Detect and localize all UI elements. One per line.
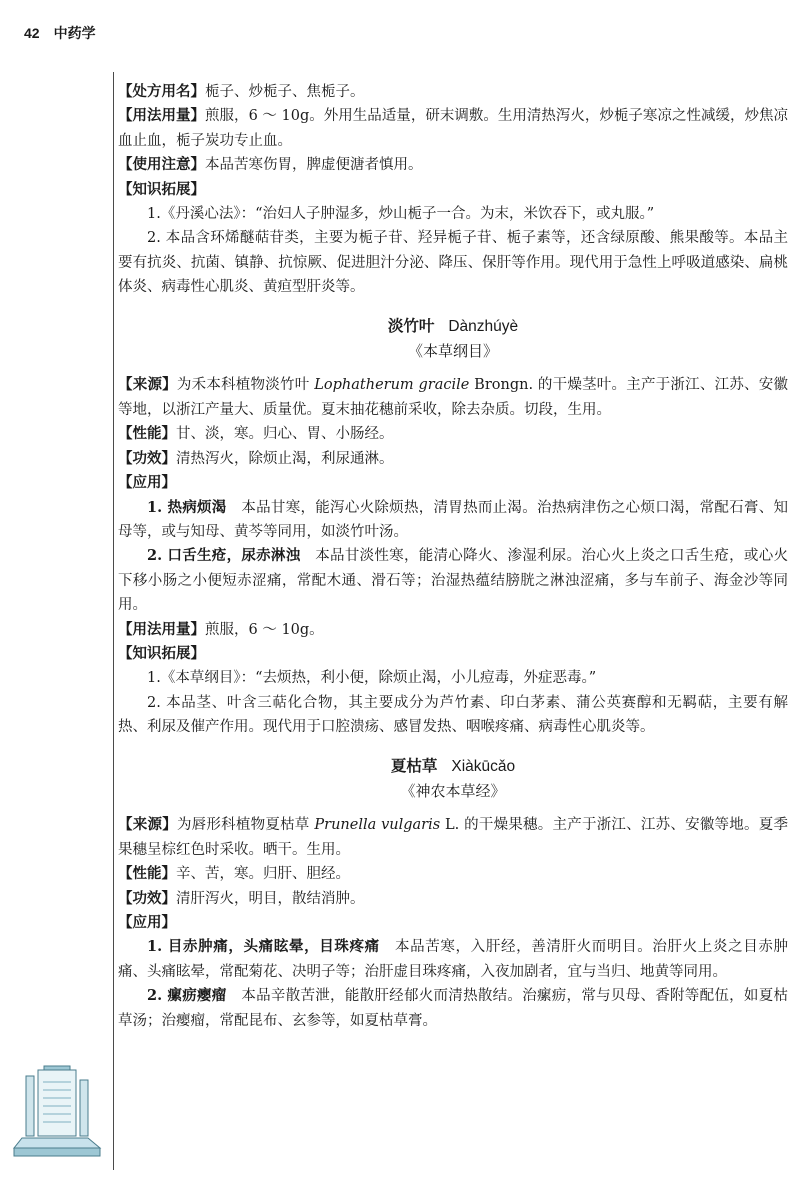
section-text: 为唇形科植物夏枯草 [176, 817, 315, 834]
paragraph-effect [118, 887, 788, 911]
application-heading [118, 471, 788, 495]
herb-pinyin: Xiàkūcǎo [451, 757, 516, 775]
herb-source-book: 《神农本草经》 [400, 781, 506, 800]
herb-source-book: 《本草纲目》 [407, 342, 498, 361]
application-item-head: 2. 瘰疬瘿瘤 [147, 987, 227, 1005]
section-label: 【性能】 [118, 426, 176, 443]
paragraph-prescription-names [118, 80, 788, 104]
paragraph-nature [118, 422, 788, 446]
paragraph-origin [118, 813, 788, 862]
paragraph-usage-dosage [118, 104, 788, 153]
section-label: 【知识拓展】 [118, 181, 205, 198]
margin-rule [113, 72, 114, 1170]
section-label: 【功效】 [118, 450, 176, 467]
herb-pinyin: Dànzhúyè [448, 317, 519, 335]
latin-name: Lophatherum gracile [314, 377, 470, 394]
section-text: 栀子、炒栀子、焦栀子。 [205, 84, 365, 100]
paragraph-caution [118, 153, 788, 177]
page-content [118, 80, 788, 1033]
section-text: 本品苦寒伤胃，脾虚便溏者慎用。 [205, 157, 423, 174]
section-text: 清肝泻火，明目，散结消肿。 [176, 890, 365, 907]
section-text: 清热泻火，除烦止渴，利尿通淋。 [176, 450, 394, 467]
section-label: 【处方用名】 [118, 84, 205, 100]
paragraph-nature [118, 862, 788, 886]
section-label: 【应用】 [118, 475, 176, 492]
section-label: 【使用注意】 [118, 157, 205, 174]
paragraph-effect [118, 447, 788, 471]
application-item [118, 496, 788, 545]
paragraph-usage-dosage [118, 618, 788, 642]
application-item-head: 1. 热病烦渴 [147, 498, 227, 516]
section-text: Brongn. 的干燥茎叶。主产于浙江、江苏、安徽等地，以浙江产量大、质量优。夏末抽花穗前采收，除去杂质。切段，生用。 [118, 377, 789, 418]
application-item-text: 本品辛散苦泄，能散肝经郁火而清热散结。治瘰疬，常与贝母、香附等配伍，如夏枯草汤；治瘿瘤，常配昆布、玄参等，如夏枯草膏。 [118, 988, 788, 1029]
application-item-text: 本品苦寒，入肝经，善清肝火而明目。治肝火上炎之目赤肿痛、头痛眩晕，常配菊花、决明子等；治肝虚目珠疼痛，入夜加剧者，宜与当归、地黄等同用。 [118, 939, 789, 980]
application-item-head: 1. 目赤肿痛，头痛眩晕，目珠疼痛 [147, 938, 380, 956]
latin-name: Prunella vulgaris [314, 817, 441, 834]
section-text: 辛、苦，寒。归肝、胆经。 [176, 866, 350, 883]
section-text: 煎服，6 ～ 10g。外用生品适量，研末调敷。生用清热泻火，炒栀子寒凉之性减缓，炒焦凉血止血，栀子炭功专止血。 [118, 108, 788, 149]
application-item [118, 935, 788, 984]
page-header [24, 22, 96, 44]
section-text: 煎服，6 ～ 10g。 [205, 621, 324, 638]
herb-name: 夏枯草 [390, 756, 438, 775]
application-item [118, 544, 788, 617]
section-label: 【用法用量】 [118, 108, 206, 125]
knowledge-item: 1.《丹溪心法》：“治妇人子肿湿多，炒山栀子一合。为末，米饮吞下，或丸服。” [147, 206, 655, 223]
section-label: 【性能】 [118, 866, 176, 883]
herb-heading [118, 314, 788, 339]
section-label: 【来源】 [118, 817, 177, 834]
application-item-text: 本品甘淡性寒，能清心降火、渗湿利尿。治心火上炎之口舌生疮，或心火下移小肠之小便短赤涩痛，常配木通、滑石等；治湿热蕴结膀胱之淋浊涩痛，多与车前子、海金沙等同用。 [118, 548, 788, 614]
application-item-text: 本品甘寒，能泻心火除烦热，清胃热而止渴。治热病津伤之心烦口渴，常配石膏、知母等，或与知母、黄芩等同用，如淡竹叶汤。 [118, 499, 788, 540]
section-label: 【用法用量】 [118, 621, 205, 638]
knowledge-item: 2. 本品茎、叶含三萜化合物，其主要成分为芦竹素、印白茅素、蒲公英赛醇和无羁萜，主要有解热、利尿及催产作用。现代用于口腔溃疡、感冒发热、咽喉疼痛、病毒性心肌炎等。 [118, 694, 788, 736]
paragraph-origin [118, 373, 788, 422]
section-text: L. 的干燥果穗。主产于浙江、江苏、安徽等地。夏季果穗呈棕红色时采收。晒干。生用。 [118, 817, 788, 858]
section-text: 为禾本科植物淡竹叶 [176, 377, 315, 394]
section-label: 【来源】 [118, 377, 177, 394]
book-stack-icon [8, 1052, 104, 1162]
application-heading [118, 911, 788, 935]
knowledge-extension-heading [118, 178, 788, 202]
book-title: 中药学 [53, 26, 96, 42]
application-item [118, 984, 788, 1033]
herb-name: 淡竹叶 [387, 316, 435, 335]
section-label: 【知识拓展】 [118, 645, 205, 662]
herb-heading [118, 754, 788, 779]
section-text: 甘、淡，寒。归心、胃、小肠经。 [176, 426, 394, 443]
knowledge-item: 2. 本品含环烯醚萜苷类，主要为栀子苷、羟异栀子苷、栀子素等，还含绿原酸、熊果酸等。本品主要有抗炎、抗菌、镇静、抗惊厥、促进胆汁分泌、降压、保肝等作用。现代用于急性上呼吸道感染、扁桃体炎、病毒性心肌炎、黄疸型肝炎等。 [118, 230, 788, 296]
knowledge-item: 1.《本草纲目》：“去烦热，利小便，除烦止渴，小儿痘毒，外症恶毒。” [147, 670, 597, 687]
section-label: 【功效】 [118, 890, 176, 907]
knowledge-extension-heading [118, 642, 788, 666]
application-item-head: 2. 口舌生疮，尿赤淋浊 [147, 547, 301, 565]
section-label: 【应用】 [118, 915, 176, 931]
page-number: 42 [24, 25, 40, 41]
